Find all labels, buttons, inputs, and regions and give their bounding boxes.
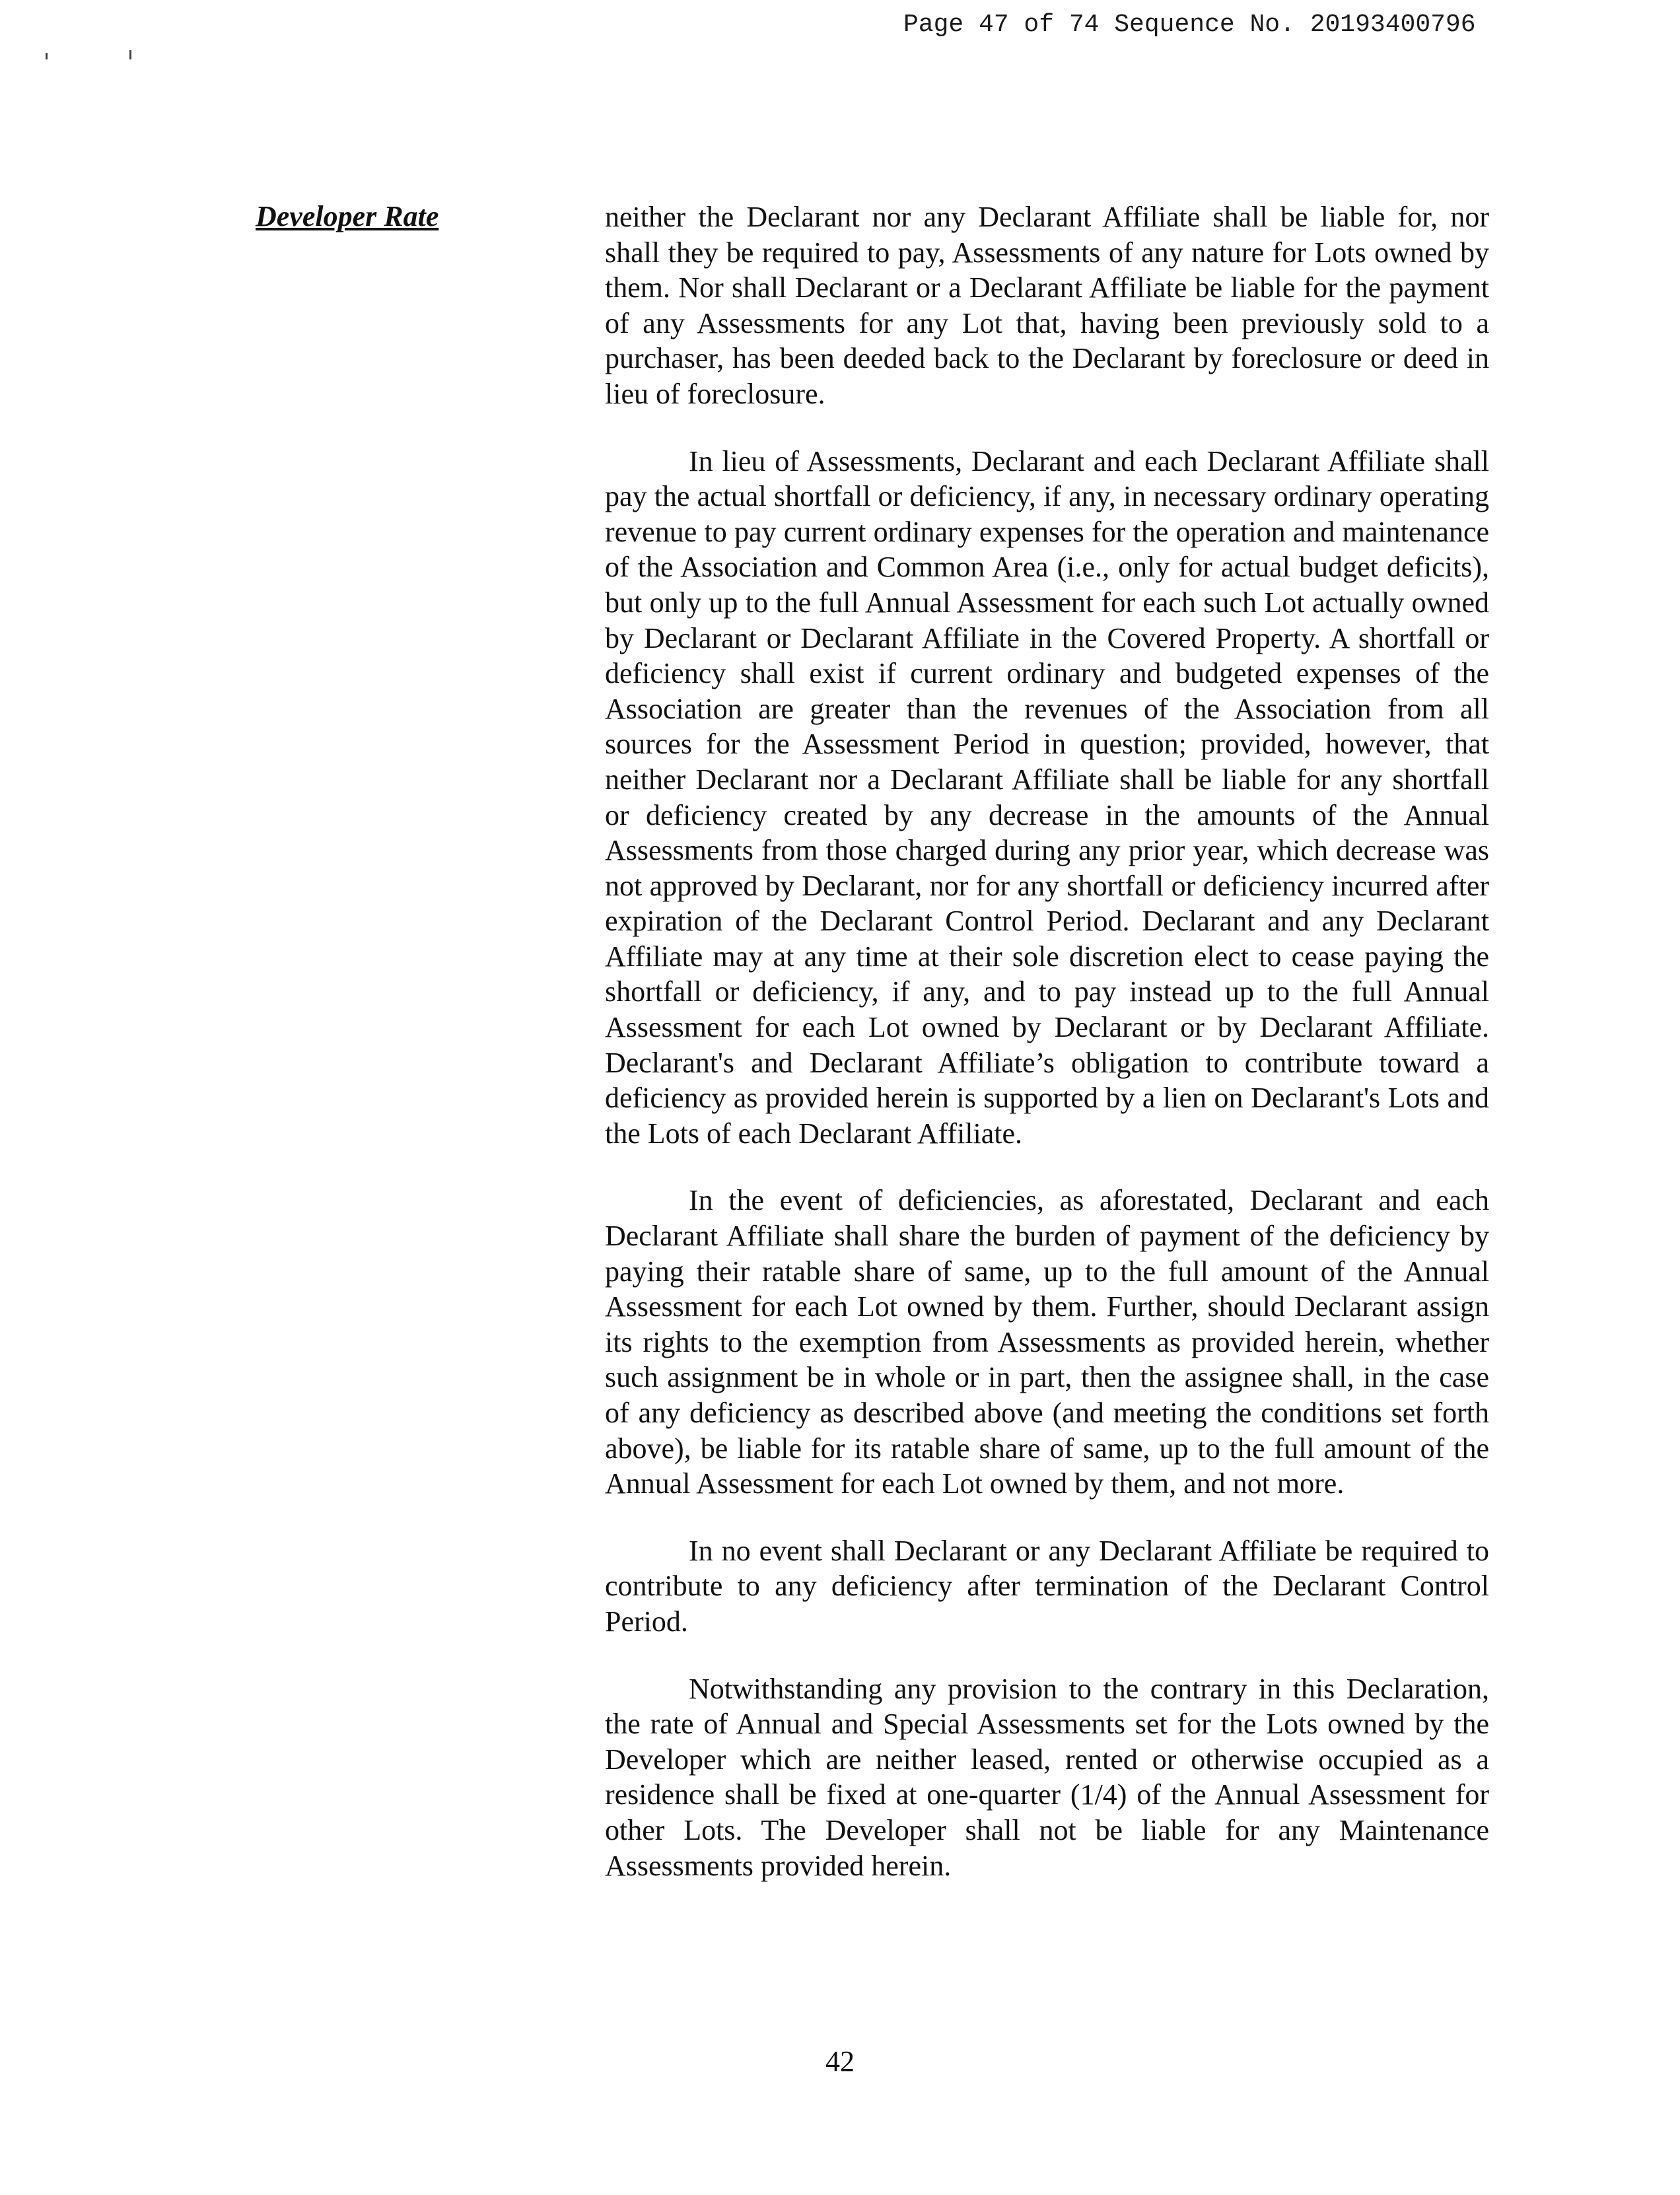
page-number: 42: [825, 2045, 855, 2077]
paragraph: neither the Declarant nor any Declarant Affiliate shall be liable for, nor shall they be required to pay, Assessments of any nature for Lots owned by them. Nor shall Declarant or a Declarant Affiliate be liable for the payment of any Assessments for any Lot that, having been previously sold to a purchaser, has been deeded back to the Declarant by foreclosure or deed in lieu of foreclosure.: [605, 201, 1489, 410]
paragraph: Notwithstanding any provision to the contrary in this Declaration, the rate of Annual and Special Assessments set for the Lots owned by the Developer which are neither leased, rented or otherwise occupied as a residence shall be fixed at one-quarter (1/4) of the Annual Assessment for other Lots. The Developer shall not be liable for any Maintenance Assessments provided herein.: [605, 1672, 1489, 1882]
paragraph: In the event of deficiencies, as aforestated, Declarant and each Declarant Affiliate shall share the burden of payment of the deficiency by paying their ratable share of same, up to the full amount of the Annual Assessment for each Lot owned by them. Further, should Declarant assign its rights to the exemption from Assessments as provided herein, whether such assignment be in whole or in part, then the assignee shall, in the case of any deficiency as described above (and meeting the conditions set forth above), be liable for its ratable share of same, up to the full amount of the Annual Assessment for each Lot owned by them, and not more.: [605, 1184, 1489, 1500]
section-body: [605, 199, 1489, 1883]
section-heading: Developer Rate: [256, 200, 439, 232]
scan-mark: [46, 53, 48, 59]
paragraph: In no event shall Declarant or any Declarant Affiliate be required to contribute to any deficiency after termination of the Declarant Control Period.: [605, 1534, 1489, 1638]
scan-mark: [129, 50, 131, 59]
page-sequence-header: Page 47 of 74 Sequence No. 20193400796: [903, 11, 1476, 39]
paragraph: In lieu of Assessments, Declarant and each Declarant Affiliate shall pay the actual shortfall or deficiency, if any, in necessary ordinary operating revenue to pay current ordinary expenses for the operation and maintenance of the Association and Common Area (i.e., only for actual budget deficits), but only up to the full Annual Assessment for each such Lot actually owned by Declarant or Declarant Affiliate in the Covered Property. A shortfall or deficiency shall exist if current ordinary and budgeted expenses of the Association are greater than the revenues of the Association from all sources for the Assessment Period in question; provided, however, that neither Declarant nor a Declarant Affiliate shall be liable for any shortfall or deficiency created by any decrease in the amounts of the Annual Assessments from those charged during any prior year, which decrease was not approved by Declarant, nor for any shortfall or deficiency incurred after expiration of the Declarant Control Period. Declarant and any Declarant Affiliate may at any time at their sole discretion elect to cease paying the shortfall or deficiency, if any, and to pay instead up to the full Annual Assessment for each Lot owned by Declarant or by Declarant Affiliate. Declarant's and Declarant Affiliate’s obligation to contribute toward a deficiency as provided herein is supported by a lien on Declarant's Lots and the Lots of each Declarant Affiliate.: [605, 444, 1489, 1150]
